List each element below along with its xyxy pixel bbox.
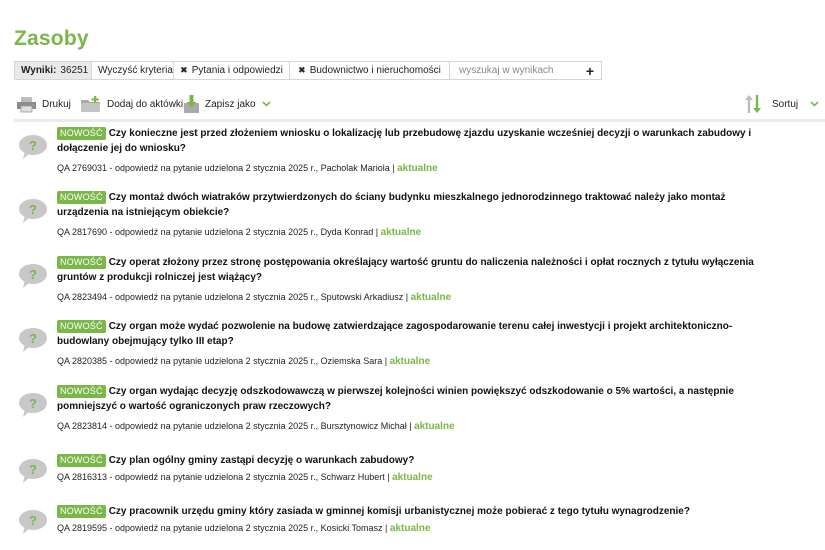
clear-criteria-button[interactable]: Wyczyść kryteria — [92, 61, 174, 80]
close-icon[interactable]: ✖ — [180, 65, 188, 75]
new-badge: NOWOŚĆ — [57, 127, 106, 140]
status-badge: aktualne — [389, 523, 431, 534]
sort-icon — [745, 95, 761, 113]
result-title-text: Czy organ może wydać pozwolenie na budowę zatwierdzające zagospodarowanie terenu całej inwestycji i projekt architektoniczno-budowlany obejmujący tylko III etap? — [57, 321, 733, 347]
question-bubble-icon — [18, 458, 48, 484]
result-title-text: Czy operat złożony przez stronę postępowania określający wartość gruntu do naliczenia należności i opłat rocznych z tytułu wyłączenia gruntów z produkcji rolniczej jest wiążący? — [57, 257, 754, 283]
printer-icon — [17, 96, 36, 113]
result-meta-text: QA 2823814 - odpowiedź na pytanie udzielona 2 stycznia 2025 r., Bursztynowicz Michał | — [57, 421, 412, 431]
search-in-results — [450, 61, 602, 80]
filter-chip-questions[interactable] — [174, 61, 290, 80]
plus-icon[interactable]: + — [585, 63, 594, 79]
sort-label: Sortuj — [772, 98, 799, 110]
sort-dropdown[interactable] — [745, 91, 825, 117]
question-bubble-icon — [18, 134, 48, 160]
result-meta — [57, 472, 433, 483]
result-title[interactable] — [57, 505, 762, 520]
print-button[interactable] — [17, 91, 71, 117]
result-title[interactable] — [57, 320, 762, 349]
status-badge: aktualne — [380, 227, 422, 238]
filter-bar — [14, 61, 602, 80]
result-title[interactable] — [57, 385, 762, 414]
print-label: Drukuj — [42, 98, 71, 110]
status-badge: aktualne — [389, 356, 431, 367]
result-meta-text: QA 2816313 - odpowiedź na pytanie udzielona 2 stycznia 2025 r., Schwarz Hubert | — [57, 472, 390, 482]
new-badge: NOWOŚĆ — [57, 320, 106, 333]
results-count-label: Wyniki: — [21, 65, 57, 76]
new-badge: NOWOŚĆ — [57, 454, 106, 467]
add-to-briefcase-label: Dodaj do aktówki — [107, 98, 184, 110]
result-title[interactable] — [57, 191, 762, 220]
status-badge: aktualne — [392, 472, 433, 483]
new-badge: NOWOŚĆ — [57, 385, 106, 398]
svg-text:?: ? — [29, 202, 37, 217]
result-title-text: Czy organ wydając decyzję odszkodowawczą w pierwszej kolejności winien powiększyć odszkodowanie o 5% wartości, a następnie pomniejszyć o wartość ograniczonych praw rzeczowych? — [57, 386, 734, 412]
question-bubble-icon — [18, 509, 48, 535]
question-bubble-icon — [18, 263, 48, 289]
filter-chip-construction[interactable] — [290, 61, 450, 80]
result-meta — [57, 523, 430, 534]
result-title-text: Czy plan ogólny gminy zastąpi decyzję o warunkach zabudowy? — [108, 455, 415, 466]
svg-text:?: ? — [29, 396, 37, 411]
result-title-text: Czy pracownik urzędu gminy który zasiada w gminnej komisji urbanistycznej może pobierać z tego tytułu wynagrodzenie? — [108, 506, 690, 517]
result-title[interactable] — [57, 256, 762, 285]
svg-text:?: ? — [29, 138, 37, 153]
result-meta-text: QA 2819595 - odpowiedź na pytanie udzielona 2 stycznia 2025 r., Kosicki Tomasz | — [57, 523, 388, 533]
results-count-value: 36251 — [60, 65, 89, 76]
download-icon — [184, 95, 199, 113]
new-badge: NOWOŚĆ — [57, 505, 106, 518]
result-meta — [57, 356, 430, 367]
question-bubble-icon — [18, 392, 48, 418]
result-meta — [57, 227, 421, 238]
result-meta — [57, 163, 438, 174]
results-count — [14, 61, 92, 80]
status-badge: aktualne — [414, 421, 455, 432]
result-meta-text: QA 2823494 - odpowiedź na pytanie udzielona 2 stycznia 2025 r., Sputowski Arkadiusz | — [57, 292, 409, 302]
result-meta-text: QA 2820385 - odpowiedź na pytanie udzielona 2 stycznia 2025 r., Oziemska Sara | — [57, 356, 388, 366]
svg-text:?: ? — [29, 513, 37, 528]
svg-text:?: ? — [29, 267, 37, 282]
result-title-text: Czy montaż dwóch wiatraków przytwierdzonych do ściany budynku mieszkalnego jednorodzinnego traktować należy jako montaż urządzenia na istniejącym obiekcie? — [57, 192, 726, 218]
toolbar-divider — [14, 119, 825, 122]
svg-text:?: ? — [29, 331, 37, 346]
page-title: Zasoby — [14, 27, 89, 50]
result-meta-text: QA 2817690 - odpowiedź na pytanie udzielona 2 stycznia 2025 r., Dyda Konrad | — [57, 227, 379, 237]
status-badge: aktualne — [397, 163, 438, 174]
result-title[interactable] — [57, 127, 762, 156]
save-as-label: Zapisz jako — [205, 98, 256, 110]
question-bubble-icon — [18, 327, 48, 353]
save-as-dropdown[interactable] — [184, 91, 277, 117]
result-meta — [57, 292, 451, 303]
result-meta — [57, 421, 455, 432]
add-to-briefcase-button[interactable] — [81, 91, 183, 117]
chevron-down-icon — [262, 101, 271, 107]
filter-chip-label: Pytania i odpowiedzi — [191, 65, 283, 76]
close-icon[interactable]: ✖ — [298, 65, 306, 75]
svg-text:?: ? — [29, 462, 37, 477]
result-meta-text: QA 2769031 - odpowiedź na pytanie udzielona 2 stycznia 2025 r., Pacholak Mariola | — [57, 163, 395, 173]
result-title-text: Czy konieczne jest przed złożeniem wniosku o lokalizację lub przebudowę zjazdu uzyskanie wcześniej decyzji o warunkach zabudowy i dołączenie jej do wniosku? — [57, 128, 752, 154]
folder-add-icon — [81, 96, 101, 113]
new-badge: NOWOŚĆ — [57, 191, 106, 204]
chevron-down-icon — [810, 101, 819, 107]
new-badge: NOWOŚĆ — [57, 256, 106, 269]
status-badge: aktualne — [410, 292, 452, 303]
filter-chip-label: Budownictwo i nieruchomości — [309, 65, 441, 76]
search-input[interactable] — [450, 62, 601, 79]
toolbar — [0, 91, 825, 117]
question-bubble-icon — [18, 198, 48, 224]
result-title[interactable] — [57, 454, 762, 469]
